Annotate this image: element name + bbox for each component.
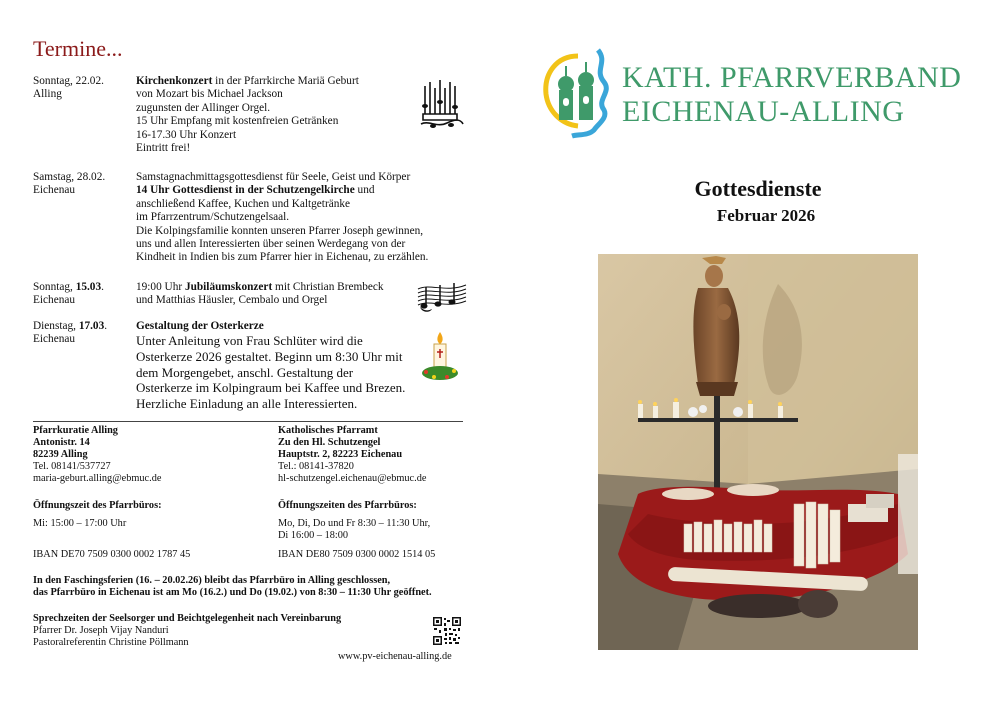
- event-date: Samstag, 28.02.: [33, 171, 106, 183]
- priest-name: Pfarrer Dr. Joseph Vijay Nanduri: [33, 625, 169, 636]
- event-line: von Mozart bis Michael Jackson: [136, 88, 283, 101]
- event-line: Herzliche Einladung an alle Interessierten.: [136, 395, 358, 411]
- contact-name: Pfarrkuratie Alling: [33, 425, 118, 436]
- organ-music-icon: [417, 76, 465, 130]
- contact-alling: [33, 425, 161, 485]
- event-line: 15 Uhr Empfang mit kostenfreien Getränken: [136, 115, 339, 128]
- contact-city: Hauptstr. 2, 82223 Eichenau: [278, 449, 403, 460]
- event-line: 16-17.30 Uhr Konzert: [136, 128, 237, 141]
- event-title: Kirchenkonzert: [136, 75, 213, 87]
- hours-eichenau: [278, 500, 430, 542]
- iban-eichenau: IBAN DE80 7509 0300 0002 1514 05: [278, 549, 436, 560]
- event-place: Eichenau: [33, 333, 76, 346]
- event-title: Gestaltung der Osterkerze: [136, 320, 264, 332]
- contact-email: hl-schutzengel.eichenau@ebmuc.de: [278, 473, 427, 484]
- event-date-dot: .: [104, 320, 108, 332]
- church-photo: [598, 254, 918, 650]
- event-day: 15.03: [75, 281, 102, 293]
- event-date-block: [33, 171, 105, 198]
- event-description: [136, 75, 359, 155]
- hours-title: Öffnungszeiten des Pfarrbüros:: [278, 500, 417, 511]
- event-place: Eichenau: [33, 294, 76, 307]
- event-description: [136, 281, 384, 308]
- event-weekday: Sonntag,: [33, 281, 76, 293]
- pastoral-name: Pastoralreferentin Christine Pöllmann: [33, 637, 189, 648]
- hours-text: Mi: 15:00 – 17:00 Uhr: [33, 518, 127, 529]
- website-link[interactable]: www.pv-eichenau-alling.de: [338, 651, 452, 662]
- event-line: Eintritt frei!: [136, 142, 191, 155]
- qr-code-icon[interactable]: [432, 616, 462, 646]
- event-line: in der Pfarrkirche Mariä Geburt: [212, 75, 359, 87]
- event-title: Jubiläumskonzert: [184, 281, 273, 293]
- contact-street: Antonistr. 14: [33, 437, 90, 448]
- contact-email: maria-geburt.alling@ebmuc.de: [33, 473, 162, 484]
- contact-phone: Tel. 08141/537727: [33, 461, 111, 472]
- event-description: [136, 320, 405, 411]
- event-weekday: Dienstag,: [33, 320, 79, 332]
- event-line: und Matthias Häusler, Cembalo und Orgel: [136, 294, 328, 307]
- event-day: 17.03: [78, 320, 105, 332]
- event-line: Kindheit in Indien bis zum Pfarrer hier in Eichenau, zu erzählen.: [136, 251, 429, 264]
- logo-line-1: KATH. PFARRVERBAND: [622, 61, 962, 94]
- event-line: Die Kolpingsfamilie konnten unseren Pfarrer Joseph gewinnen,: [136, 224, 424, 237]
- event-time: 19:00 Uhr: [136, 281, 185, 293]
- termine-heading: Termine...: [33, 36, 123, 61]
- contact-eichenau: [278, 425, 426, 485]
- event-line: zugunsten der Allinger Orgel.: [136, 101, 271, 114]
- consultation-title: Sprechzeiten der Seelsorger und Beichtgelegenheit nach Vereinbarung: [33, 613, 342, 624]
- event-line: anschließend Kaffee, Kuchen und Kaltgetränke: [136, 197, 351, 210]
- event-date: Sonntag, 22.02.: [33, 75, 104, 87]
- event-line: dem Morgengebet, anschl. Gestaltung der: [136, 364, 354, 380]
- event-line: Samstagnachmittagsgottesdienst für Seele, Geist und Körper: [136, 171, 411, 183]
- contact-city: 82239 Alling: [33, 449, 88, 460]
- event-line: Osterkerze im Kolpingraum bei Kaffee und Brezen.: [136, 380, 406, 396]
- church-towers-icon: [538, 48, 618, 140]
- event-title: 14 Uhr Gottesdienst in der Schutzengelkirche: [136, 184, 355, 197]
- divider-line: [33, 421, 463, 422]
- event-line: Osterkerze 2026 gestaltet. Beginn um 8:30 Uhr mit: [136, 349, 403, 364]
- cover-title: Gottesdienste: [694, 176, 822, 201]
- cover-subtitle: Februar 2026: [716, 206, 816, 225]
- event-date-block: [33, 320, 107, 347]
- logo-line-2: EICHENAU-ALLING: [622, 95, 905, 128]
- iban-alling: IBAN DE70 7509 0300 0002 1787 45: [33, 549, 191, 560]
- event-place: Eichenau: [33, 184, 76, 197]
- event-line: mit Christian Brembeck: [272, 281, 384, 293]
- hours-text: Mo, Di, Do und Fr 8:30 – 11:30 Uhr,: [278, 518, 431, 529]
- contact-street: Zu den Hl. Schutzengel: [278, 437, 381, 448]
- holiday-notice: [33, 575, 432, 599]
- contact-name: Katholisches Pfarramt: [278, 425, 378, 436]
- event-description: [136, 171, 428, 265]
- hours-title: Öffnungszeit des Pfarrbüros:: [33, 500, 162, 511]
- event-date: [33, 281, 104, 294]
- hours-alling: [33, 500, 162, 530]
- music-notes-icon: [416, 279, 468, 315]
- event-date-block: [33, 75, 104, 102]
- notice-line: das Pfarrbüro in Eichenau ist am Mo (16.2.) und Do (19.02.) von 8:30 – 11:30 Uhr geöffnet.: [33, 587, 432, 598]
- event-place: Alling: [33, 88, 62, 101]
- event-line: uns und allen Interessierten über seinen Werdegang von der: [136, 238, 406, 251]
- contact-phone: Tel.: 08141-37820: [278, 461, 354, 472]
- notice-line: In den Faschingsferien (16. – 20.02.26) bleibt das Pfarrbüro in Alling geschlossen,: [33, 575, 391, 586]
- event-date-dot: .: [101, 281, 104, 293]
- event-line: und: [354, 184, 375, 197]
- event-line: im Pfarrzentrum/Schutzengelsaal.: [136, 211, 290, 224]
- event-line: Unter Anleitung von Frau Schlüter wird die: [136, 333, 363, 349]
- consultation-info: [33, 613, 341, 649]
- easter-candle-icon: [420, 330, 460, 382]
- event-date-block: [33, 281, 104, 308]
- hours-text: Di 16:00 – 18:00: [278, 530, 349, 541]
- event-date: [33, 320, 107, 333]
- madonna-altar-illustration: [598, 254, 918, 650]
